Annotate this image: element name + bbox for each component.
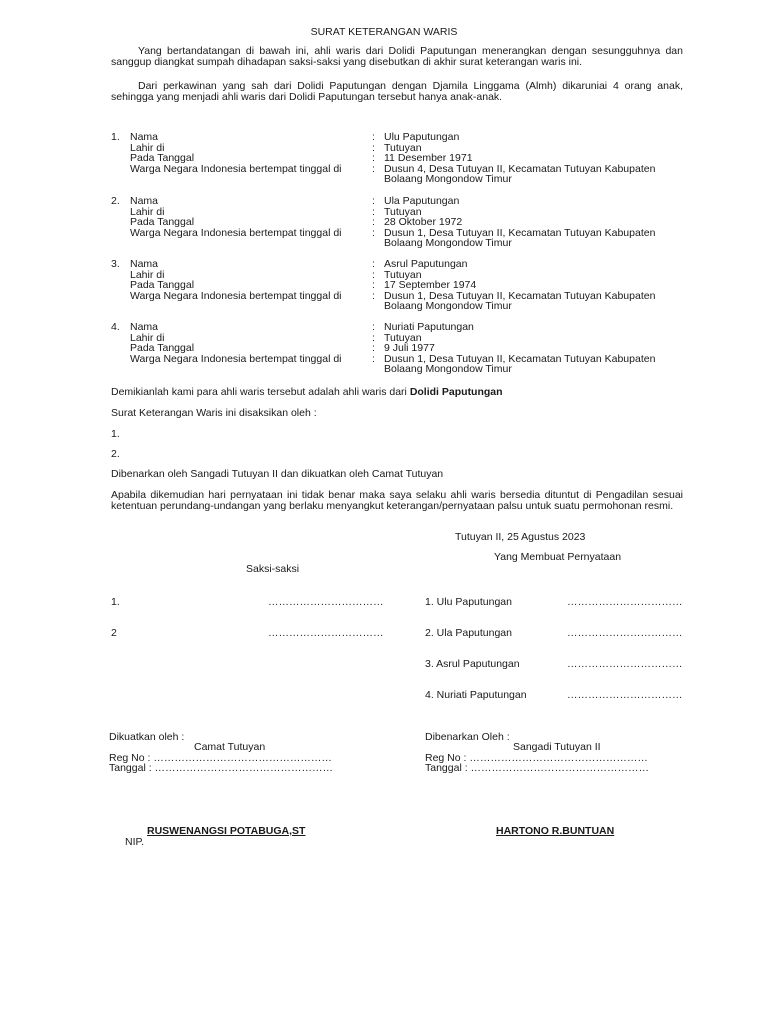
label-lahir: Lahir di xyxy=(130,268,165,281)
heir-name: Nuriati Paputungan xyxy=(384,321,474,333)
witness-sign-line: …………………………… xyxy=(268,596,384,608)
colon: : xyxy=(372,352,375,365)
colon: : xyxy=(372,342,375,355)
heir-birthdate: 11 Desember 1971 xyxy=(384,152,473,165)
colon: : xyxy=(372,331,375,344)
colon: : xyxy=(372,258,375,270)
heir-sign-label: 2. Ula Paputungan xyxy=(425,627,512,639)
label-nama: Nama xyxy=(130,258,159,270)
colon: : xyxy=(372,321,375,333)
heir-sign-label: 4. Nuriati Paputungan xyxy=(425,689,527,701)
witness-sign-number: 2 xyxy=(111,627,117,639)
maker-title: Yang Membuat Pernyataan xyxy=(494,551,622,563)
sangadi-reg-no: Reg No : …………………………………………… xyxy=(425,752,648,764)
colon: : xyxy=(372,152,375,165)
label-lahir: Lahir di xyxy=(130,141,165,154)
camat-reg-no: Reg No : …………………………………………… xyxy=(109,752,332,764)
heir-entry xyxy=(111,132,691,185)
heir-birthdate: 28 Oktober 1972 xyxy=(384,216,463,229)
heir-sign-label: 3. Asrul Paputungan xyxy=(425,658,520,670)
nip-label: NIP. xyxy=(125,836,145,848)
witness-number: 1. xyxy=(111,428,120,440)
camat-heading: Dikuatkan oleh : xyxy=(109,731,185,743)
witnessed-line: Surat Keterangan Waris ini disaksikan oleh : xyxy=(111,407,317,419)
heir-number: 1. xyxy=(111,131,120,143)
label-tanggal: Pada Tanggal xyxy=(130,342,195,355)
heir-number: 4. xyxy=(111,321,120,333)
heir-sign-label: 1. Ulu Paputungan xyxy=(425,596,512,608)
heir-birthdate: 17 September 1974 xyxy=(384,279,477,292)
label-lahir: Lahir di xyxy=(130,331,165,344)
heir-address-cont: Bolaang Mongondow Timur xyxy=(384,300,512,313)
confirmation-line: Dibenarkan oleh Sangadi Tutuyan II dan dikuatkan oleh Camat Tutuyan xyxy=(111,468,444,480)
label-alamat: Warga Negara Indonesia bertempat tinggal di xyxy=(130,162,342,175)
heir-birthplace: Tutuyan xyxy=(384,205,422,218)
heir-sign-line: …………………………… xyxy=(567,689,683,701)
heir-address-cont: Bolaang Mongondow Timur xyxy=(384,363,512,376)
colon: : xyxy=(372,279,375,292)
declaration-text: Demikianlah kami para ahli waris tersebut adalah ahli waris dari xyxy=(111,386,410,398)
camat-office: Camat Tutuyan xyxy=(194,741,266,753)
label-alamat: Warga Negara Indonesia bertempat tinggal di xyxy=(130,352,342,365)
heir-birthdate: 9 Juli 1977 xyxy=(384,342,435,355)
label-nama: Nama xyxy=(130,321,159,333)
witness-sign-line: …………………………… xyxy=(268,627,384,639)
heir-name: Ulu Paputungan xyxy=(384,131,460,143)
label-tanggal: Pada Tanggal xyxy=(130,279,195,292)
intro-paragraph: Yang bertandatangan di bawah ini, ahli waris dari Dolidi Paputungan menerangkan dengan sesungguhnya dan sanggup diangkat sumpah dihadapan saksi-saksi yang disebutkan di akhir surat keterangan waris ini. xyxy=(111,45,683,68)
label-alamat: Warga Negara Indonesia bertempat tinggal di xyxy=(130,289,342,302)
colon: : xyxy=(372,268,375,281)
heir-address: Dusun 1, Desa Tutuyan II, Kecamatan Tutuyan Kabupaten xyxy=(384,226,656,239)
heir-number: 2. xyxy=(111,195,120,207)
heir-address-cont: Bolaang Mongondow Timur xyxy=(384,173,512,186)
colon: : xyxy=(372,216,375,229)
sangadi-name: HARTONO R.BUNTUAN xyxy=(496,825,615,837)
statement-paragraph: Apabila dikemudian hari pernyataan ini tidak benar maka saya selaku ahli waris bersedia dituntut di Pengadilan sesuai ketentuan perundang-undangan yang berlaku menyangkut keterangan/pernyataan palsu untuk suatu permohonan resmi. xyxy=(111,489,683,512)
label-tanggal: Pada Tanggal xyxy=(130,152,195,165)
label-lahir: Lahir di xyxy=(130,205,165,218)
declaration xyxy=(111,387,503,398)
heir-sign-line: …………………………… xyxy=(567,627,683,639)
colon: : xyxy=(372,226,375,239)
heir-entry xyxy=(111,196,691,249)
label-nama: Nama xyxy=(130,195,159,207)
heir-address: Dusun 1, Desa Tutuyan II, Kecamatan Tutuyan Kabupaten xyxy=(384,289,656,302)
deceased-name: Dolidi Paputungan xyxy=(409,386,503,398)
document-title: SURAT KETERANGAN WARIS xyxy=(310,26,458,38)
colon: : xyxy=(372,131,375,143)
colon: : xyxy=(372,205,375,218)
sangadi-date: Tanggal : …………………………………………… xyxy=(425,762,650,774)
heir-number: 3. xyxy=(111,258,120,270)
heir-address: Dusun 1, Desa Tutuyan II, Kecamatan Tutuyan Kabupaten xyxy=(384,352,656,365)
heir-entry xyxy=(111,259,691,312)
camat-name: RUSWENANGSI POTABUGA,ST xyxy=(147,825,306,837)
witnesses-title: Saksi-saksi xyxy=(246,563,300,575)
heir-sign-line: …………………………… xyxy=(567,658,683,670)
label-alamat: Warga Negara Indonesia bertempat tinggal di xyxy=(130,226,342,239)
sangadi-heading: Dibenarkan Oleh : xyxy=(425,731,510,743)
label-tanggal: Pada Tanggal xyxy=(130,216,195,229)
heir-name: Ula Paputungan xyxy=(384,195,460,207)
witness-number: 2. xyxy=(111,448,120,460)
colon: : xyxy=(372,162,375,175)
label-nama: Nama xyxy=(130,131,159,143)
witness-sign-number: 1. xyxy=(111,596,120,608)
place-date: Tutuyan II, 25 Agustus 2023 xyxy=(455,531,586,543)
heir-birthplace: Tutuyan xyxy=(384,331,422,344)
heir-sign-line: …………………………… xyxy=(567,596,683,608)
heir-address: Dusun 4, Desa Tutuyan II, Kecamatan Tutuyan Kabupaten xyxy=(384,162,656,175)
heir-address-cont: Bolaang Mongondow Timur xyxy=(384,237,512,250)
heir-entry xyxy=(111,322,691,375)
colon: : xyxy=(372,141,375,154)
colon: : xyxy=(372,195,375,207)
sangadi-office: Sangadi Tutuyan II xyxy=(513,741,601,753)
heir-birthplace: Tutuyan xyxy=(384,141,422,154)
marriage-paragraph: Dari perkawinan yang sah dari Dolidi Paputungan dengan Djamila Linggama (Almh) dikaruniai 4 orang anak, sehingga yang menjadi ahli waris dari Dolidi Paputungan tersebut hanya anak-anak. xyxy=(111,80,683,103)
heir-birthplace: Tutuyan xyxy=(384,268,422,281)
heir-name: Asrul Paputungan xyxy=(384,258,468,270)
colon: : xyxy=(372,289,375,302)
camat-date: Tanggal : …………………………………………… xyxy=(109,762,334,774)
